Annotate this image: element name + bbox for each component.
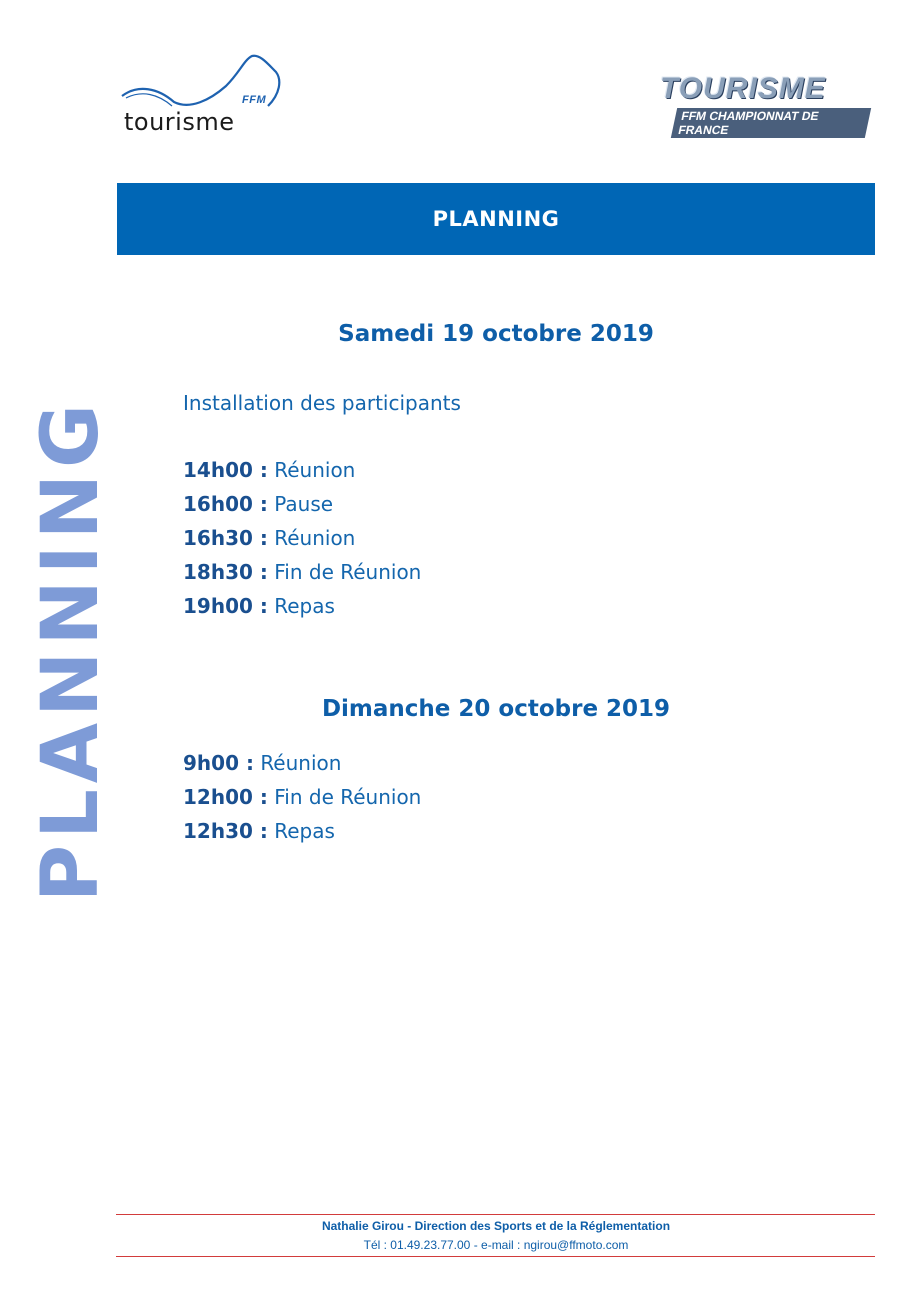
- schedule-item: [183, 560, 421, 584]
- schedule-label: Réunion: [260, 751, 342, 775]
- sunday-heading: Dimanche 20 octobre 2019: [321, 696, 671, 722]
- footer-contact-details: Tél : 01.49.23.77.00 - e-mail : ngirou@ffmoto.com: [363, 1238, 629, 1252]
- ffm-tourisme-logo: [118, 50, 288, 140]
- saturday-heading: Samedi 19 octobre 2019: [338, 321, 654, 347]
- schedule-item: [183, 492, 333, 516]
- schedule-time: 18h30 :: [183, 560, 268, 584]
- schedule-item: [183, 458, 355, 482]
- championnat-logo-subtitle: FFM CHAMPIONNAT DE FRANCE: [671, 108, 871, 138]
- planning-banner: [117, 183, 875, 255]
- schedule-item: [183, 594, 335, 618]
- championnat-logo: [652, 66, 868, 137]
- saturday-intro: Installation des participants: [183, 391, 461, 415]
- schedule-label: Repas: [274, 594, 335, 618]
- championnat-logo-title: TOURISME: [660, 72, 826, 105]
- footer-contact-name: Nathalie Girou - Direction des Sports et de la Réglementation: [321, 1219, 671, 1233]
- schedule-label: Pause: [274, 492, 334, 516]
- logo-wordmark: tourisme: [124, 108, 235, 136]
- footer-bottom-rule: [116, 1256, 875, 1257]
- schedule-time: 14h00 :: [183, 458, 268, 482]
- schedule-item: [183, 751, 341, 775]
- banner-title: PLANNING: [432, 207, 560, 231]
- schedule-label: Réunion: [274, 458, 356, 482]
- schedule-item: [183, 819, 335, 843]
- schedule-time: 16h30 :: [183, 526, 268, 550]
- schedule-time: 12h00 :: [183, 785, 268, 809]
- schedule-time: 16h00 :: [183, 492, 268, 516]
- schedule-time: 19h00 :: [183, 594, 268, 618]
- schedule-label: Fin de Réunion: [274, 785, 422, 809]
- vertical-planning-label: PLANNING: [26, 397, 116, 903]
- schedule-label: Repas: [274, 819, 335, 843]
- schedule-time: 12h30 :: [183, 819, 268, 843]
- schedule-label: Fin de Réunion: [274, 560, 422, 584]
- ffm-mark: FFM: [242, 94, 267, 106]
- schedule-item: [183, 526, 355, 550]
- footer-top-rule: [116, 1214, 875, 1215]
- schedule-label: Réunion: [274, 526, 356, 550]
- schedule-time: 9h00 :: [183, 751, 254, 775]
- schedule-item: [183, 785, 421, 809]
